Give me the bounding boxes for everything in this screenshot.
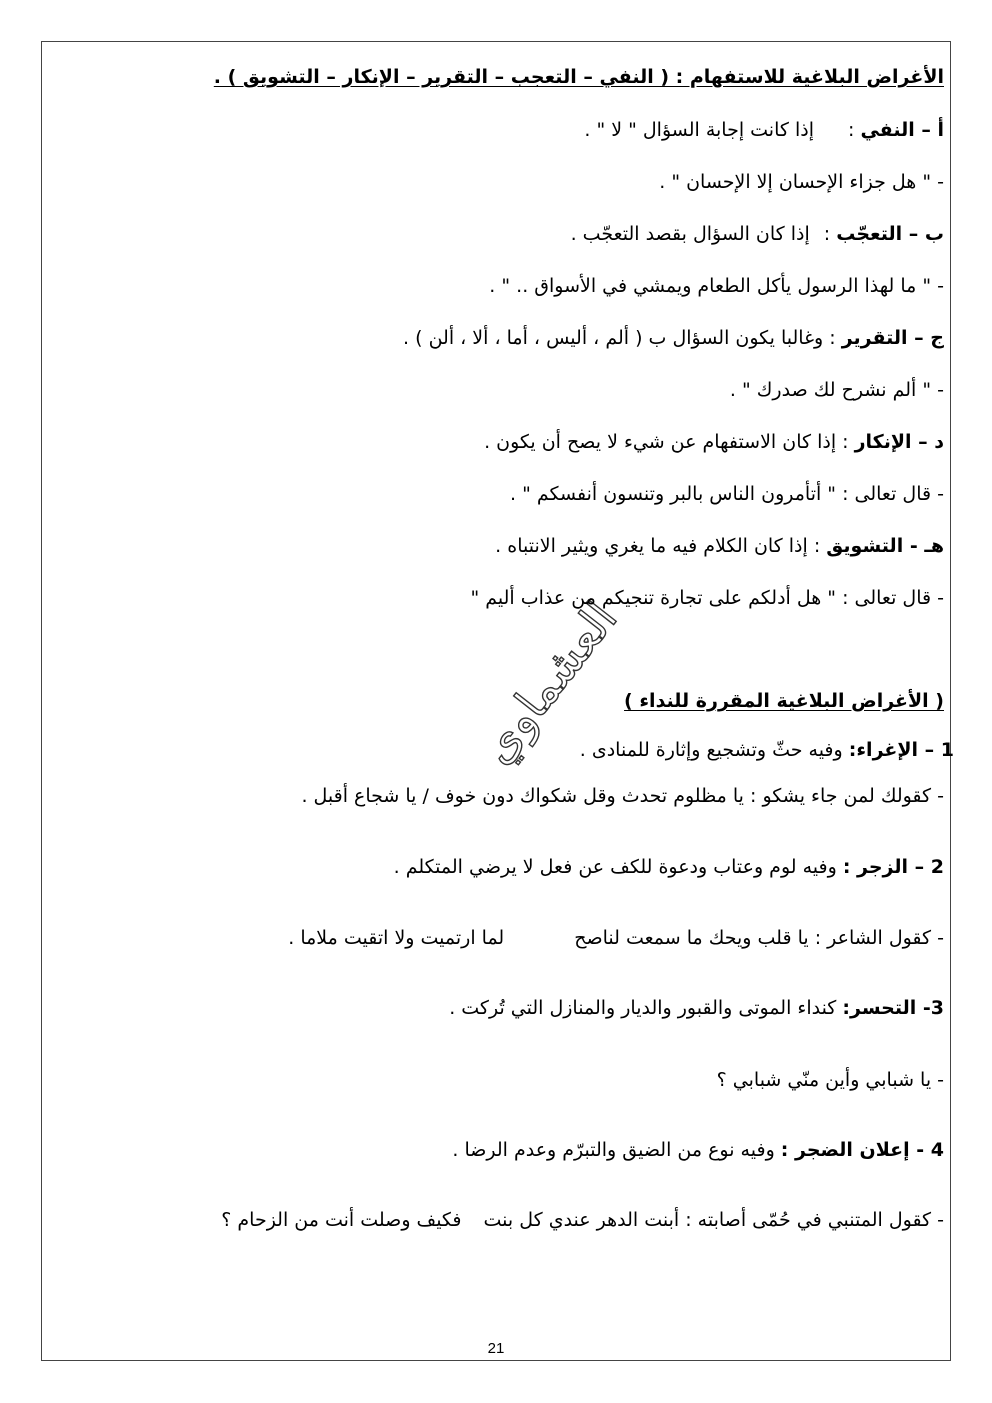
item-label: 2 – الزجر bbox=[857, 856, 944, 878]
item-text: إذا كان السؤال بقصد التعجّب . bbox=[570, 223, 810, 245]
example-inkar: - قال تعالى : " أتأمرون الناس بالبر وتنسون أنفسكم " . bbox=[510, 483, 944, 505]
verse-first-half: - كقول الشاعر : يا قلب ويحك ما سمعت لناصح bbox=[574, 927, 944, 949]
item-taajjub: ب – التعجّب :إذا كان السؤال بقصد التعجّب . bbox=[570, 223, 944, 245]
item-label: ب – التعجّب bbox=[836, 223, 944, 245]
item-text: إذا كانت إجابة السؤال " لا " . bbox=[584, 119, 814, 141]
verse-second-half: فكيف وصلت أنت من الزحام ؟ bbox=[221, 1209, 462, 1231]
section1-title: الأغراض البلاغية للاستفهام : ( النفي – التعجب – التقرير – الإنكار – التشويق ) . bbox=[213, 66, 944, 88]
item-text: إذا كان الاستفهام عن شيء لا يصح أن يكون . bbox=[484, 431, 837, 453]
item-tashwiq: هـ - التشويق : إذا كان الكلام فيه ما يغري ويثير الانتباه . bbox=[495, 535, 944, 557]
item-inkar: د – الإنكار : إذا كان الاستفهام عن شيء لا يصح أن يكون . bbox=[484, 431, 944, 453]
example-zajr bbox=[288, 925, 944, 951]
example-nafy: - " هل جزاء الإحسان إلا الإحسان " . bbox=[659, 171, 944, 193]
example-tashwiq: - قال تعالى : " هل أدلكم على تجارة تنجيكم من عذاب أليم " bbox=[470, 587, 944, 609]
item-text: وغالبا يكون السؤال ب ( ألم ، أليس ، أما ، ألا ، ألن ) . bbox=[403, 327, 824, 349]
item-label: ج – التقرير bbox=[841, 327, 944, 349]
item-label: هـ - التشويق bbox=[826, 535, 944, 557]
verse-second-half: لما ارتميت ولا اتقيت ملاما . bbox=[288, 927, 505, 949]
watermark-text: العشماوي bbox=[468, 591, 628, 774]
item-tahassur: 3- التحسر: كنداء الموتى والقبور والديار والمنازل التي تُركت . bbox=[449, 997, 944, 1019]
item-label: 1 – الإغراء bbox=[856, 739, 954, 761]
item-label: 3- التحسر bbox=[850, 997, 944, 1019]
item-text: كنداء الموتى والقبور والديار والمنازل التي تُركت . bbox=[449, 997, 837, 1019]
item-ighra: 1 – الإغراء: وفيه حثّ وتشجيع وإثارة للمنادى . bbox=[579, 739, 954, 761]
item-nafy: أ – النفي :إذا كانت إجابة السؤال " لا " . bbox=[584, 119, 944, 141]
item-label: 4 - إعلان الضجر bbox=[795, 1139, 944, 1161]
item-text: وفيه لوم وعتاب ودعوة للكف عن فعل لا يرضي المتكلم . bbox=[393, 856, 837, 878]
item-dajar: 4 - إعلان الضجر : وفيه نوع من الضيق والتبرّم وعدم الرضا . bbox=[452, 1139, 944, 1161]
item-taqrir: ج – التقرير : وغالبا يكون السؤال ب ( ألم ، أليس ، أما ، ألا ، ألن ) . bbox=[403, 327, 944, 349]
item-text: وفيه نوع من الضيق والتبرّم وعدم الرضا . bbox=[452, 1139, 775, 1161]
item-label: أ – النفي bbox=[860, 119, 944, 141]
item-text: وفيه حثّ وتشجيع وإثارة للمنادى . bbox=[579, 739, 843, 761]
example-tahassur: - يا شبابي وأين منّي شبابي ؟ bbox=[716, 1069, 944, 1091]
page-number: 21 bbox=[487, 1340, 505, 1357]
item-zajr: 2 – الزجر : وفيه لوم وعتاب ودعوة للكف عن فعل لا يرضي المتكلم . bbox=[393, 856, 944, 878]
item-label: د – الإنكار bbox=[854, 431, 944, 453]
section2-title: ( الأغراض البلاغية المقررة للنداء ) bbox=[624, 690, 944, 712]
example-ighra: - كقولك لمن جاء يشكو : يا مظلوم تحدث وقل شكواك دون خوف / يا شجاع أقبل . bbox=[301, 785, 944, 807]
example-taqrir: - " ألم نشرح لك صدرك " . bbox=[729, 379, 944, 401]
item-text: إذا كان الكلام فيه ما يغري ويثير الانتباه . bbox=[495, 535, 808, 557]
verse-first-half: - كقول المتنبي في حُمّى أصابته : أبنت الدهر عندي كل بنت bbox=[483, 1209, 944, 1231]
example-dajar bbox=[221, 1207, 944, 1233]
example-taajjub: - " ما لهذا الرسول يأكل الطعام ويمشي في الأسواق .. " . bbox=[489, 275, 944, 297]
